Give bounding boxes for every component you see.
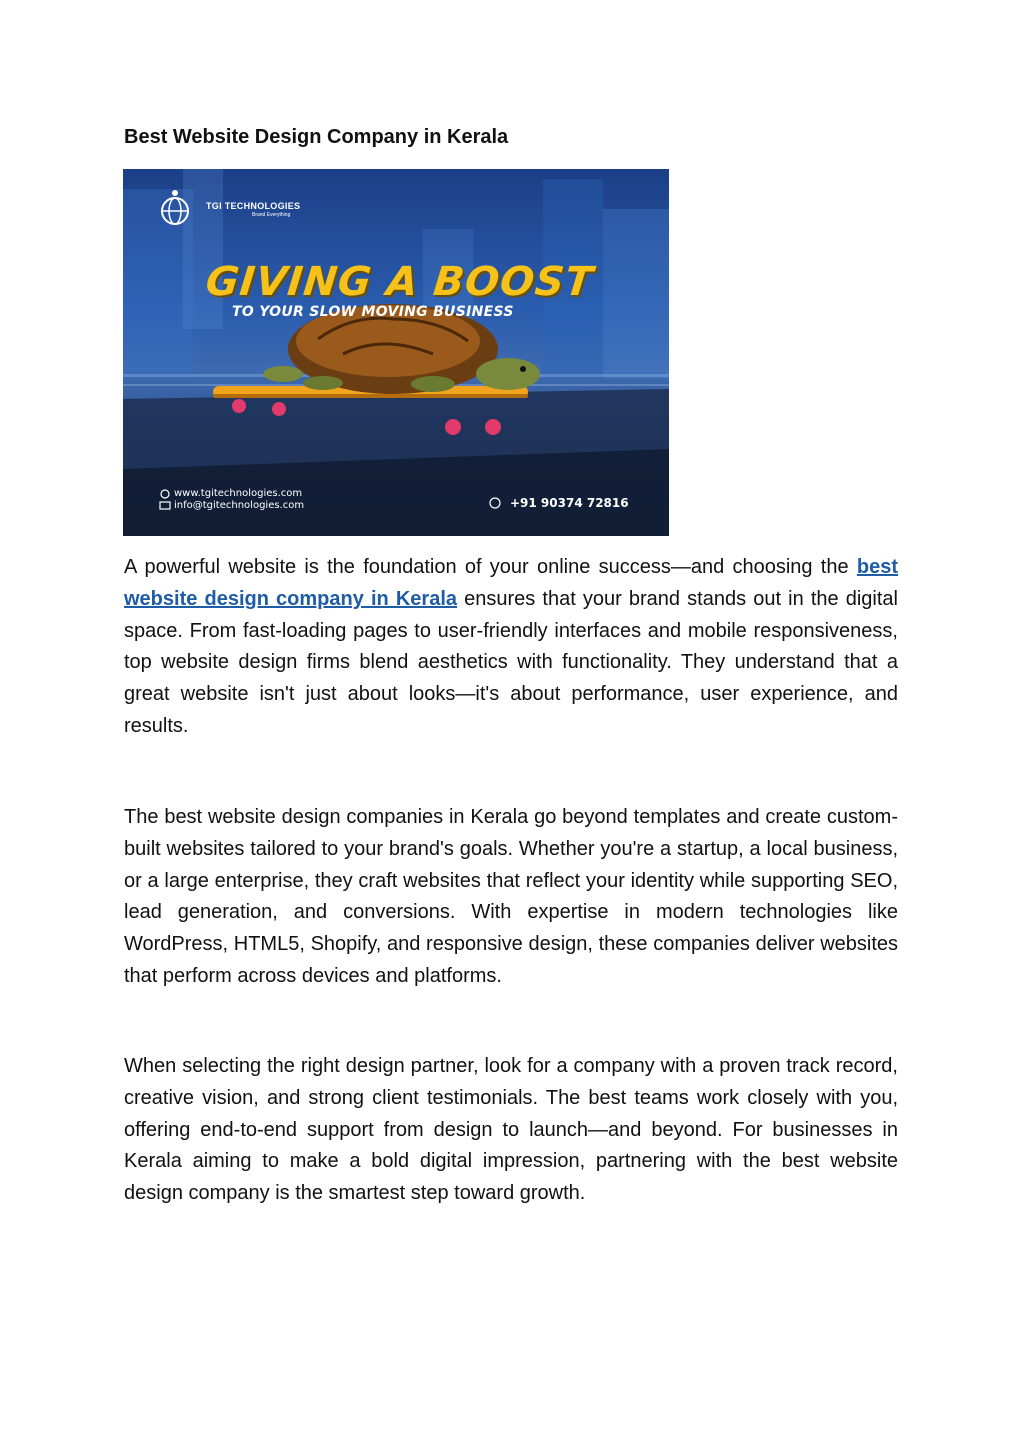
paragraph-1 bbox=[124, 552, 898, 743]
banner-phone: +91 90374 72816 bbox=[510, 496, 629, 510]
banner-artwork bbox=[123, 169, 669, 536]
paragraph-2: The best website design companies in Kerala go beyond templates and create custom-built websites tailored to your brand's goals. Whether you're a startup, a local business, or a large enterprise, they craft websites that reflect your identity while supporting SEO, lead generation, and conversions. With expertise in modern technologies like WordPress, HTML5, Shopify, and responsive design, these companies deliver websites that perform across devices and platforms. bbox=[124, 806, 898, 987]
banner-brand-name: TGI TECHNOLOGIES bbox=[206, 201, 301, 211]
banner-website: www.tgitechnologies.com bbox=[174, 488, 303, 499]
banner-headline: GIVING A BOOST bbox=[203, 259, 596, 305]
banner-subhead: TO YOUR SLOW MOVING BUSINESS bbox=[232, 304, 514, 320]
paragraph-1-rest: ensures that your brand stands out in the digital space. From fast-loading pages to user-friendly interfaces and mobile responsiveness, top website design firms blend aesthetics with functionality. They understand that a great website isn't just about looks—it's about performance, user experience, and results. bbox=[124, 587, 898, 737]
paragraph-1-lead: A powerful website is the foundation of your online success—and choosing the bbox=[124, 556, 857, 578]
promo-banner-image bbox=[123, 169, 669, 536]
best-website-design-link[interactable]: best website design company in Kerala bbox=[124, 556, 898, 610]
page-title: Best Website Design Company in Kerala bbox=[124, 126, 509, 148]
paragraph-3: When selecting the right design partner, look for a company with a proven track record, creative vision, and strong client testimonials. The best teams work closely with you, offering end-to-end support from design to launch—and beyond. For businesses in Kerala aiming to make a bold digital impression, partnering with the best website design company is the smartest step toward growth. bbox=[124, 1055, 898, 1205]
banner-email: info@tgitechnologies.com bbox=[174, 500, 305, 511]
banner-brand-tagline: Brand Everything bbox=[252, 212, 291, 218]
